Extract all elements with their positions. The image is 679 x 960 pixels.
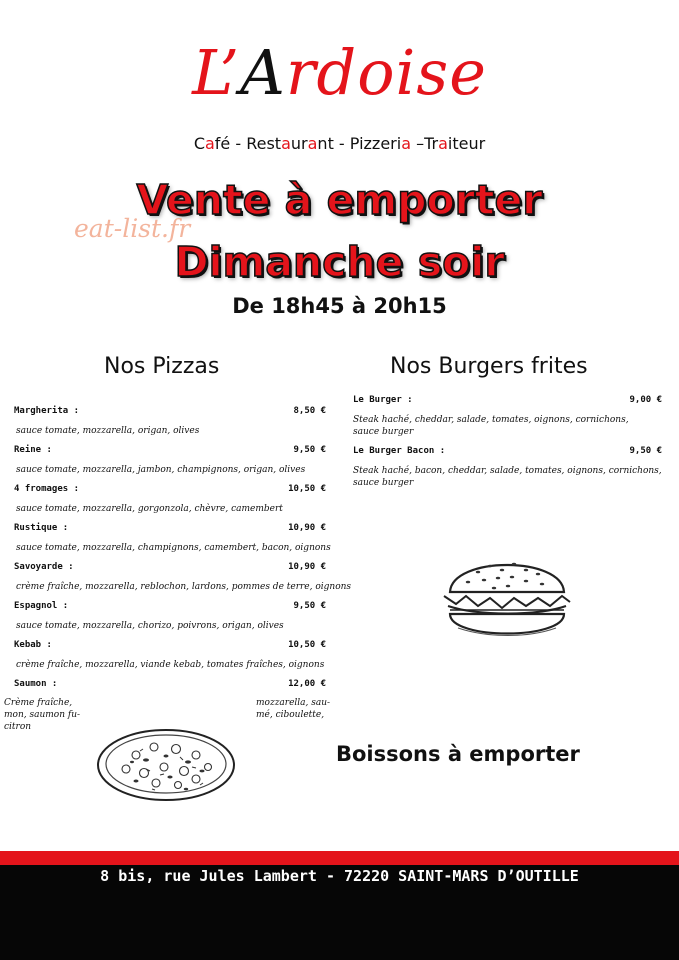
pizza-description: crème fraîche, mozzarella, viande kebab, tomates fraîches, oignons — [16, 660, 325, 670]
pizza-name: Reine : — [14, 445, 52, 455]
logo-part-3: rdoise — [285, 36, 487, 109]
pizza-price: 9,50 € — [293, 601, 326, 611]
pizza-description: crème fraîche, mozzarella, reblochon, lardons, pommes de terre, oignons — [16, 582, 352, 592]
opening-hours: De 18h45 à 20h15 — [232, 294, 447, 318]
tagline-seg: a — [281, 134, 291, 153]
pizza-description: sauce tomate, mozzarella, champignons, camembert, bacon, oignons — [16, 543, 331, 553]
burger-price: 9,50 € — [629, 446, 662, 456]
tagline-seg: C — [193, 134, 205, 153]
banner-line-2: Dimanche soir — [174, 238, 505, 286]
tagline-seg: nt - Pizzeri — [317, 134, 402, 153]
tagline-seg: –Tr — [411, 134, 439, 153]
burger-description: Steak haché, cheddar, salade, tomates, oignons, cornichons, sauce burger — [353, 415, 629, 437]
footer-red-bar — [0, 851, 679, 865]
pizza-price: 10,90 € — [288, 562, 326, 572]
pizzas-title: Nos Pizzas — [104, 354, 220, 379]
address: 8 bis, rue Jules Lambert - 72220 SAINT-MARS D’OUTILLE — [100, 867, 579, 885]
pizza-description: sauce tomate, mozzarella, gorgonzola, chèvre, camembert — [16, 504, 283, 514]
burger-price: 9,00 € — [629, 395, 662, 405]
tagline-seg: ur — [290, 134, 308, 153]
logo-part-2: A — [240, 36, 286, 109]
burger-description: Steak haché, bacon, cheddar, salade, tomates, oignons, cornichons, sauce burger — [353, 466, 662, 488]
burgers-title: Nos Burgers frites — [390, 354, 588, 379]
tagline-seg: a — [438, 134, 448, 153]
pizza-price: 12,00 € — [288, 679, 326, 689]
pizza-price: 10,50 € — [288, 484, 326, 494]
pizza-price: 10,50 € — [288, 640, 326, 650]
pizza-name: Rustique : — [14, 523, 69, 533]
pizza-price: 9,50 € — [293, 445, 326, 455]
banner-line-1: Vente à emporter — [136, 176, 543, 224]
pizza-name: Savoyarde : — [14, 562, 74, 572]
pizza-description: sauce tomate, mozzarella, jambon, champignons, origan, olives — [16, 465, 306, 475]
tagline-seg: a — [204, 134, 215, 153]
tagline-seg: a — [401, 134, 411, 153]
burger-icon — [438, 544, 576, 652]
burger-name: Le Burger : — [353, 395, 413, 405]
pizza-name: Saumon : — [14, 679, 58, 689]
tagline — [0, 134, 679, 153]
pizza-name: Espagnol : — [14, 601, 69, 611]
saumon-desc-left: Crème fraîche, mon, saumon fu- citron — [4, 698, 81, 732]
pizza-name: Kebab : — [14, 640, 52, 650]
pizza-description: sauce tomate, mozzarella, origan, olives — [16, 426, 200, 436]
tagline-seg: fé - Rest — [214, 134, 282, 153]
saumon-desc-right: mozzarella, sau- mé, ciboulette, — [256, 698, 331, 720]
pizza-price: 10,90 € — [288, 523, 326, 533]
tagline-seg: iteur — [447, 134, 486, 153]
burger-name: Le Burger Bacon : — [353, 446, 446, 456]
drinks-title: Boissons à emporter — [336, 742, 580, 766]
logo-part-1: L’ — [192, 36, 241, 109]
pizza-name: 4 fromages : — [14, 484, 80, 494]
restaurant-logo — [0, 38, 679, 108]
tagline-seg: a — [307, 134, 318, 153]
watermark: eat-list.fr — [74, 214, 191, 243]
pizza-description: sauce tomate, mozzarella, chorizo, poivrons, origan, olives — [16, 621, 284, 631]
pizza-icon — [96, 727, 236, 803]
pizza-price: 8,50 € — [293, 406, 326, 416]
pizza-name: Margherita : — [14, 406, 80, 416]
